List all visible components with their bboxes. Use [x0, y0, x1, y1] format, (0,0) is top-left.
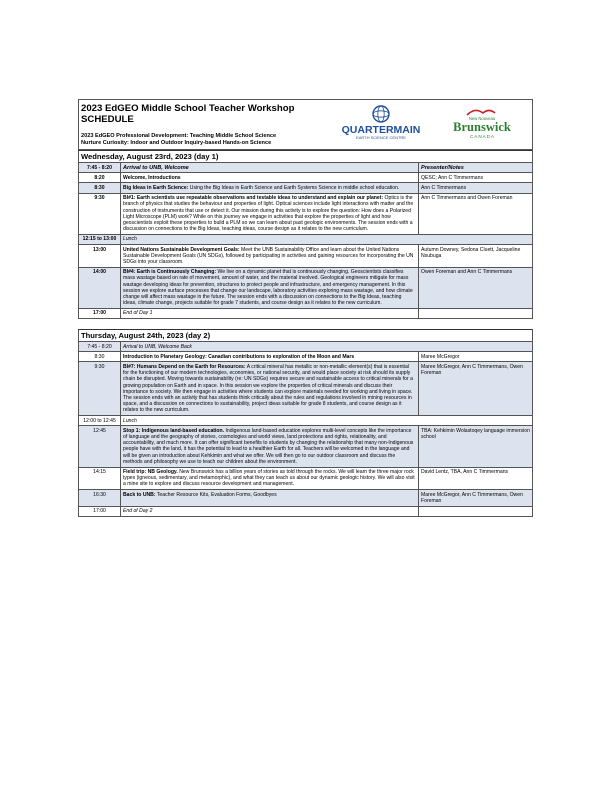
- end-text: End of Day 1: [121, 308, 419, 318]
- time-cell: 7:45 - 8:20: [79, 342, 121, 352]
- presenter-cell: David Lentz, TBA, Ann C Timmermans: [419, 467, 533, 490]
- end-row: [79, 506, 533, 516]
- presenter-heading: Presenter/Notes: [419, 163, 533, 173]
- nb-logo-sub: C A N A D A: [469, 133, 494, 139]
- nb-logo-top: New Nouveau: [468, 115, 495, 121]
- page-subtitle: 2023 EdGEO Professional Development: Teaching Middle School Science Nurture Curiosity: Indoor and Outdoor Inquiry-based Hands-on Science: [81, 133, 277, 146]
- end-text: End of Day 2: [121, 506, 419, 516]
- day1-heading: Wednesday, August 23rd, 2023 (day 1): [79, 151, 533, 163]
- lunch-text: Lunch: [121, 416, 533, 426]
- table-row: [79, 267, 533, 308]
- lunch-row: [79, 234, 533, 244]
- day1-arrival-row: [79, 163, 533, 173]
- session-cell: [121, 352, 419, 362]
- qm-logo-main: QUARTERMAIN: [341, 123, 420, 136]
- session-cell: [121, 467, 419, 490]
- header-table: [78, 99, 533, 150]
- time-cell: 14:00: [79, 267, 121, 308]
- presenter-cell: [419, 308, 533, 318]
- session-desc: New Brunswick has a billion years of stories as told through the rocks. We will learn the three major rock types (igneous, sedimentary, and metamorphic), and what they can teach us about our dynamic geologic history. We will also visit a mine site to explore and discuss resource development and management.: [123, 469, 415, 488]
- table-row: [79, 173, 533, 183]
- time-cell: 12:45: [79, 426, 121, 467]
- day2-table: [78, 329, 533, 517]
- table-row: [79, 193, 533, 234]
- page-title: 2023 EdGEO Middle School Teacher Workshop SCHEDULE: [81, 103, 295, 125]
- presenter-cell: Maree McGregor, Ann C Timmermans, Owen Foreman: [419, 362, 533, 416]
- time-cell: 14:15: [79, 467, 121, 490]
- session-desc: Indigenous land-based education explores multi-level concepts like the importance of language and the geography of stories, cosmologies and world views, land protections and rights, relationality, and accountability, and much more. It can offer significant benefits to students by changing the relationship that many non-Indigenous people have with the land, it has the potential to lead to a healthier Earth for all. Teachers will be welcomed in the language and will be given an introduction about Kehkimin and what we offer. We will then go to our outdoor classroom and discuss the methods and philosophy we use to teach our children about the environment.: [123, 427, 414, 465]
- lunch-text: Lunch: [121, 234, 533, 244]
- table-row: [79, 490, 533, 506]
- nb-logo-main: Brunswick: [452, 119, 511, 134]
- presenter-cell: Ann C Timmermans: [419, 183, 533, 193]
- time-cell: 17:00: [79, 308, 121, 318]
- new-brunswick-logo: [437, 104, 527, 144]
- header-logo-cell: [329, 100, 533, 150]
- presenter-cell: Ann C Timmermans and Owen Foreman: [419, 193, 533, 234]
- presenter-cell: [419, 506, 533, 516]
- day2-arrival-row: [79, 342, 533, 352]
- session-desc: We live on a dynamic planet that is continuously changing. Geoscientists classifies mass wastage based on rate of movement, amount of water, and the material involved. Geological engineers mitigate for mass wastage developing ideas for prevention, structures to protect people and infrastructure, and emergency management. In this session we explore surface processes that change our landscape, laboratory activities exploring mass wastage, and how climate change will affect mass wastage in the future. The session ends with a discussion on connections to the Big Ideas, teaching ideas, climate change, projects suitable for grade 7 students, and course design as it relates to the new curriculum.: [123, 269, 413, 307]
- table-row: [79, 362, 533, 416]
- presenter-cell: Maree McGregor, Ann C Timmermans, Owen Foreman: [419, 490, 533, 506]
- lunch-row: [79, 416, 533, 426]
- session-desc: Meet the UNB Sustainability Office and learn about the United Nations Sustainable Development Goals (UN SDGs), followed by participating in activities and gaining resources for incorporating the UN SDGs into your classroom.: [123, 246, 414, 265]
- presenter-cell: TBA: Kehkimin Wolastoqey language immersion school: [419, 426, 533, 467]
- session-cell: [121, 267, 419, 308]
- session-title: Welcome, Introductions: [123, 174, 181, 181]
- presenter-cell: QESC; Ann C Timmermans: [419, 173, 533, 183]
- time-cell: 17:00: [79, 506, 121, 516]
- table-row: [79, 183, 533, 193]
- session-desc: Optics is the branch of physics that studies the behaviour and properties of light. Optical sciences include light interactions with matter and the construction of instruments that use or detect it. Our mission during this activity is to explore the question: How does a Polarized Light Microscope (PLM) work? While on this journey we engage in activities that explore the properties of light and how geoscientists exploit these properties to build a PLM so we can learn about past geologic environments. The session ends with a discussion on connections to the Big Ideas, teaching ideas, course design as it relates to the new curriculum.: [123, 195, 414, 233]
- day-spacer: [78, 319, 532, 329]
- day1-table: [78, 150, 533, 319]
- end-row: [79, 308, 533, 318]
- table-row: [79, 245, 533, 268]
- header-text-cell: [79, 100, 329, 150]
- table-row: [79, 467, 533, 490]
- session-desc: Teacher Resource Kits, Evaluation Forms, Goodbyes: [155, 491, 277, 498]
- presenter-cell: Autumn Downey, Sedona Cluett, Jacqueline Nsubuga: [419, 245, 533, 268]
- time-cell: 8:30: [79, 352, 121, 362]
- presenter-cell: Maree McGregor: [419, 352, 533, 362]
- arrival-text: Arrival to UNB, Welcome: [121, 163, 419, 173]
- quartermain-logo: [333, 104, 429, 144]
- session-cell: [121, 173, 419, 183]
- session-title: Stop 1: Indigenous land-based education.: [123, 427, 225, 434]
- time-cell: 16:30: [79, 490, 121, 506]
- time-cell: 12:00 to 12:45: [79, 416, 121, 426]
- day2-heading: Thursday, August 24th, 2023 (day 2): [79, 330, 533, 342]
- time-cell: 7:45 - 8:20: [79, 163, 121, 173]
- time-cell: 8:30: [79, 183, 121, 193]
- session-title: Introduction to Planetary Geology: Canadian contributions to exploration of the Moon and Mars: [123, 353, 355, 360]
- qm-logo-sub: EARTH SCIENCE CENTRE: [355, 134, 406, 140]
- session-cell: [121, 193, 419, 234]
- time-cell: 9:30: [79, 193, 121, 234]
- session-title: United Nations Sustainable Development Goals:: [123, 246, 240, 253]
- session-cell: [121, 490, 419, 506]
- session-title: BI#7: Humans Depend on the Earth for Resources:: [123, 363, 246, 370]
- session-desc: Using the Big Ideas in Earth Science and Earth Systems Science in middle school education.: [188, 184, 400, 191]
- session-cell: [121, 426, 419, 467]
- time-cell: 8:20: [79, 173, 121, 183]
- table-row: [79, 426, 533, 467]
- session-cell: [121, 183, 419, 193]
- table-row: [79, 352, 533, 362]
- session-title: Big Ideas in Earth Science:: [123, 184, 189, 191]
- session-title: Field trip: NB Geology.: [123, 469, 178, 476]
- presenter-cell: Owen Foreman and Ann C Timmermans: [419, 267, 533, 308]
- session-title: BI#4: Earth is Continuously Changing:: [123, 269, 217, 276]
- schedule-document: [78, 99, 532, 517]
- session-cell: [121, 245, 419, 268]
- arrival-text: Arrival to UNB, Welcome Back: [121, 342, 533, 352]
- session-title: BI#1: Earth scientists use repeatable observations and testable ideas to understand and explain our planet:: [123, 195, 384, 202]
- session-desc: A critical mineral has metallic or non-metallic element(s) that is essential for the functioning of our modern technologies, economies, or national security, and would place society at risk should its supply chain be disrupted. Moving towards sustainability (re: UN SDGs) requires secure and sustainable access to critical minerals for a growing population on Earth and in space. In this session we explore the properties of critical minerals and discuss their importance to society. We then engage in activities where students can explore materials needed for working and living in space. The session ends with an activity that has students think critically about the rules and regulations involved in mining resources in space, and a discussion on connections to sustainability, project ideas suitable for grade 8 students, and course design as it relates to the new curriculum.: [123, 363, 413, 414]
- session-title: Back to UNB:: [123, 491, 156, 498]
- time-cell: 12:15 to 13:00: [79, 234, 121, 244]
- time-cell: 13:00: [79, 245, 121, 268]
- time-cell: 9:30: [79, 362, 121, 416]
- session-cell: [121, 362, 419, 416]
